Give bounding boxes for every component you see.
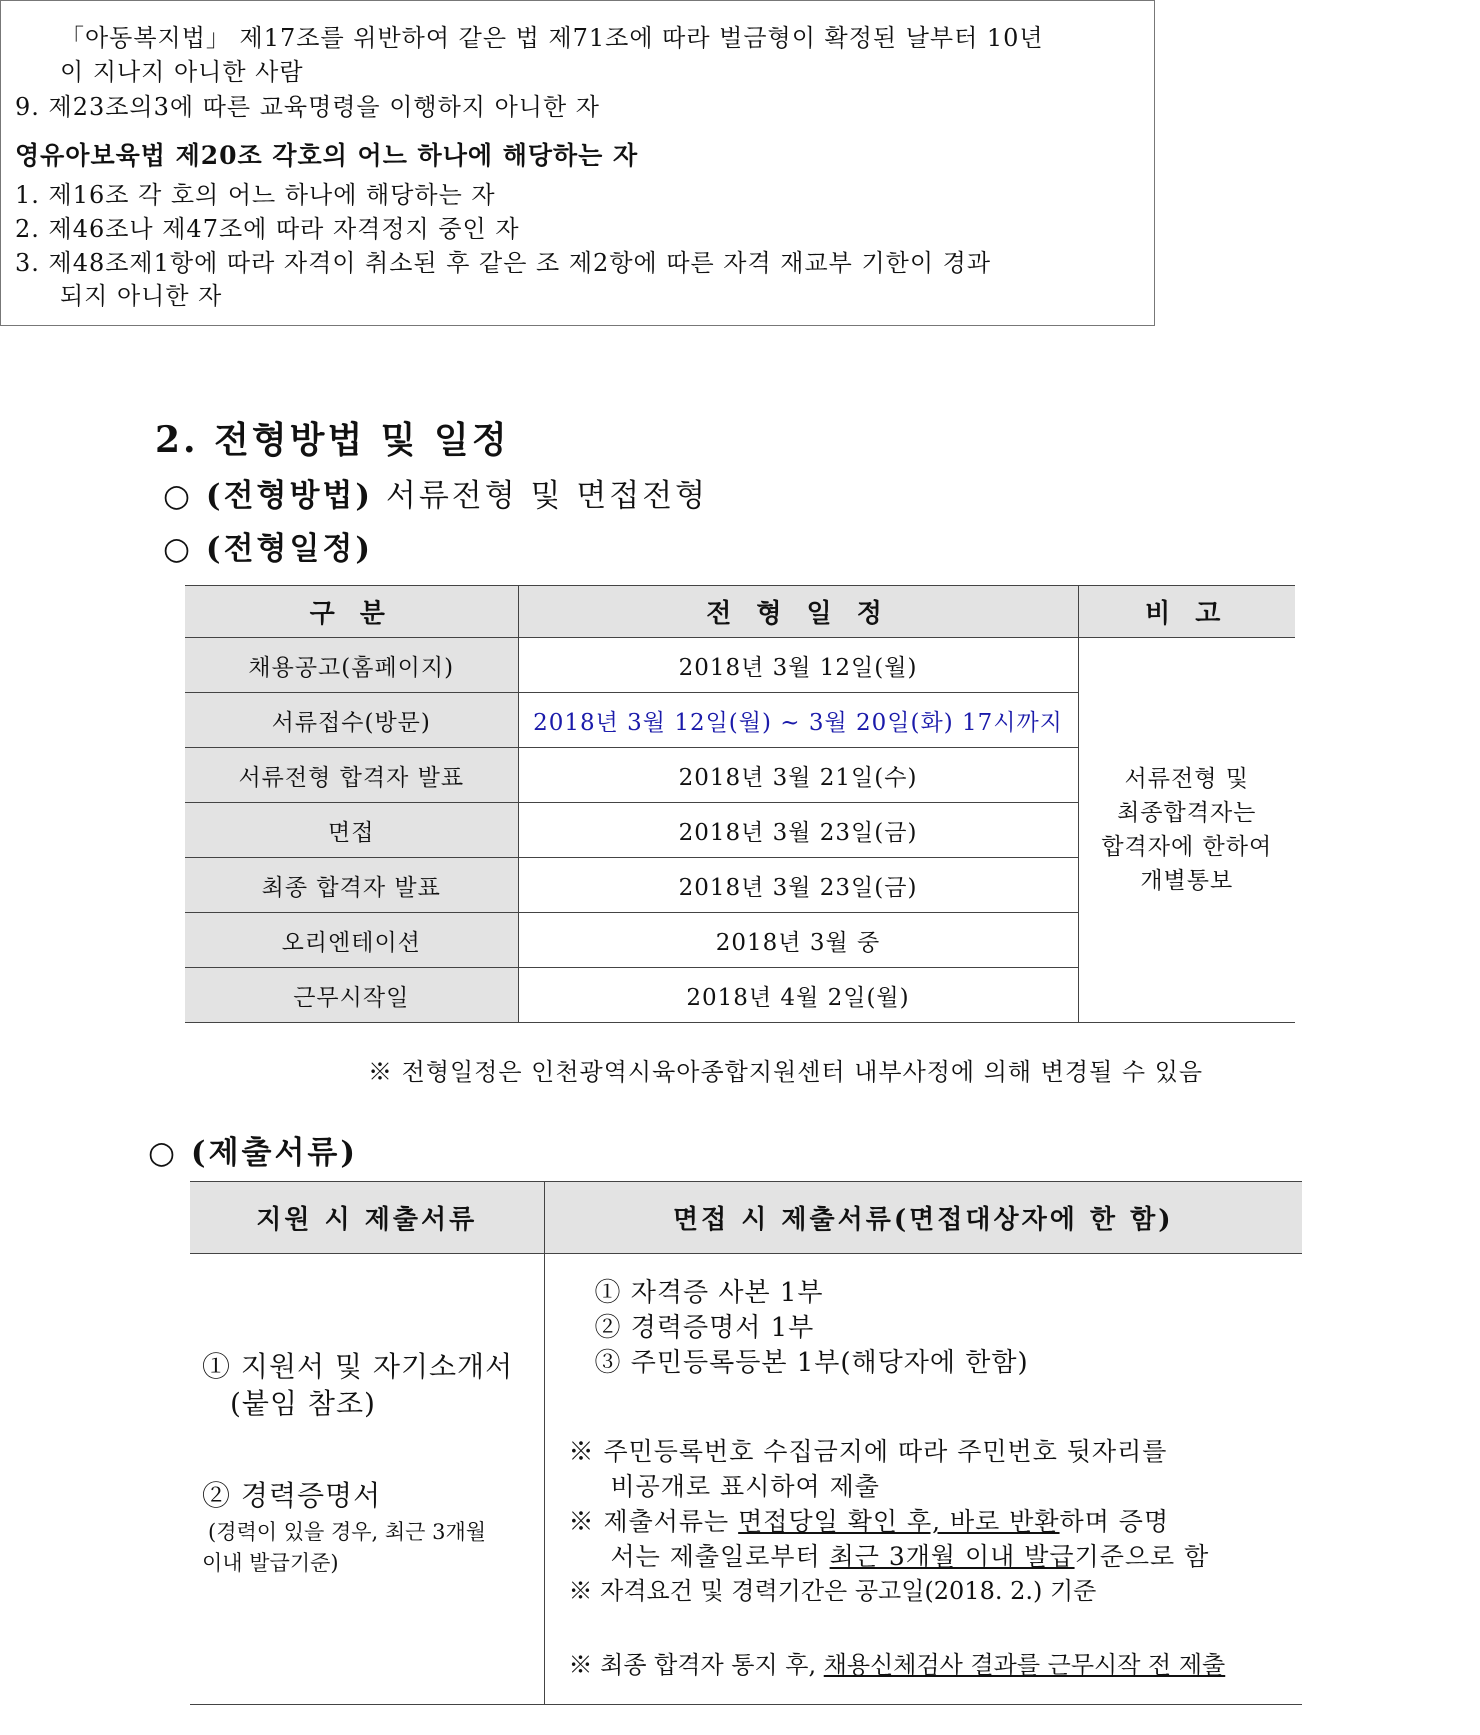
method-text: 서류전형 및 면접전형 xyxy=(385,478,709,514)
interview-note-2b xyxy=(611,1537,1210,1573)
row-date: 2018년 3월 12일(월) xyxy=(518,638,1078,693)
note-4-underline: 채용신체검사 결과를 근무시작 전 제출 xyxy=(823,1651,1226,1679)
box-item-3: 3. 제48조제1항에 따라 자격이 취소된 후 같은 조 제2항에 따른 자격 재교부 기한이 경과 xyxy=(15,249,992,277)
row-date: 2018년 3월 23일(금) xyxy=(518,803,1078,858)
remarks-line: 개별통보 xyxy=(1140,868,1234,894)
table-row xyxy=(185,638,1295,693)
row-date-highlight: 2018년 3월 12일(월) ~ 3월 20일(화) 17시까지 xyxy=(518,693,1078,748)
apply-item-2: ② 경력증명서 xyxy=(202,1479,382,1512)
apply-item-1: ① 지원서 및 자기소개서 xyxy=(202,1350,514,1383)
header-interview-docs: 면접 시 제출서류(면접대상자에 한 함) xyxy=(544,1182,1302,1254)
interview-note-3: ※ 자격요건 및 경력기간은 공고일(2018. 2.) 기준 xyxy=(568,1577,1097,1605)
apply-docs-cell xyxy=(190,1254,544,1705)
interview-note-1b: 비공개로 표시하여 제출 xyxy=(610,1472,880,1501)
note-2b-underline: 최근 3개월 이내 발급 xyxy=(829,1542,1075,1571)
note-2a-underline: 면접당일 확인 후, 바로 반환 xyxy=(738,1507,1060,1536)
schedule-footnote: ※ 전형일정은 인천광역시육아종합지원센터 내부사정에 의해 변경될 수 있음 xyxy=(368,1058,1204,1086)
interview-item-3: ③ 주민등록등본 1부(해당자에 한함) xyxy=(594,1348,1029,1378)
header-remarks: 비 고 xyxy=(1078,586,1295,638)
documents-bullet: ○ xyxy=(148,1135,179,1171)
interview-note-2a xyxy=(569,1502,1170,1538)
remarks-line: 합격자에 한하여 xyxy=(1101,834,1273,860)
method-label: (전형방법) xyxy=(205,478,374,514)
note-2a-post: 하며 증명 xyxy=(1059,1507,1170,1536)
method-bullet: ○ xyxy=(163,478,194,514)
box-line-3: 9. 제23조의3에 따른 교육명령을 이행하지 아니한 자 xyxy=(15,93,600,121)
remarks-line: 서류전형 및 xyxy=(1124,766,1249,792)
method-line xyxy=(163,470,708,515)
note-2b-pre: 서는 제출일로부터 xyxy=(610,1542,830,1571)
apply-item-2-sub-2: 이내 발급기준) xyxy=(202,1551,339,1575)
row-category: 채용공고(홈페이지) xyxy=(185,638,518,693)
interview-docs-cell xyxy=(544,1254,1302,1705)
schedule-line xyxy=(163,523,373,568)
header-category: 구 분 xyxy=(185,586,518,638)
apply-item-1-sub: (붙임 참조) xyxy=(230,1387,376,1420)
schedule-table xyxy=(185,585,1295,1023)
row-category: 최종 합격자 발표 xyxy=(185,858,518,913)
header-schedule: 전 형 일 정 xyxy=(518,586,1078,638)
row-category: 오리엔테이션 xyxy=(185,913,518,968)
remarks-line: 최종합격자는 xyxy=(1117,800,1257,826)
schedule-bullet: ○ xyxy=(163,531,194,567)
documents-label: (제출서류) xyxy=(190,1135,359,1171)
box-item-3-cont: 되지 아니한 자 xyxy=(60,282,223,310)
row-category: 서류전형 합격자 발표 xyxy=(185,748,518,803)
documents-header-row xyxy=(190,1182,1302,1254)
interview-item-1: ① 자격증 사본 1부 xyxy=(594,1278,824,1308)
schedule-header-row xyxy=(185,586,1295,638)
row-date: 2018년 3월 21일(수) xyxy=(518,748,1078,803)
eligibility-box xyxy=(0,0,1155,326)
interview-item-2: ② 경력증명서 1부 xyxy=(594,1313,815,1343)
schedule-label: (전형일정) xyxy=(205,531,374,567)
note-2b-post: 기준으로 함 xyxy=(1074,1542,1210,1571)
box-item-1: 1. 제16조 각 호의 어느 하나에 해당하는 자 xyxy=(15,181,496,209)
documents-body-row xyxy=(190,1254,1302,1705)
box-heading: 영유아보육법 제20조 각호의 어느 하나에 해당하는 자 xyxy=(15,141,639,170)
row-category: 면접 xyxy=(185,803,518,858)
row-date: 2018년 3월 23일(금) xyxy=(518,858,1078,913)
documents-table xyxy=(190,1181,1302,1705)
row-date: 2018년 4월 2일(월) xyxy=(518,968,1078,1023)
interview-note-4 xyxy=(569,1645,1226,1680)
apply-item-2-sub-1: (경력이 있을 경우, 최근 3개월 xyxy=(208,1520,487,1544)
box-line-1: 「아동복지법」 제17조를 위반하여 같은 법 제71조에 따라 벌금형이 확정된 날부터 10년 xyxy=(60,24,1044,52)
section-title: 2. 전형방법 및 일정 xyxy=(155,419,510,461)
header-apply-docs: 지원 시 제출서류 xyxy=(190,1182,544,1254)
row-category: 서류접수(방문) xyxy=(185,693,518,748)
row-date: 2018년 3월 중 xyxy=(518,913,1078,968)
box-item-2: 2. 제46조나 제47조에 따라 자격정지 중인 자 xyxy=(15,215,520,243)
note-4-pre: ※ 최종 합격자 통지 후, xyxy=(568,1651,824,1679)
row-category: 근무시작일 xyxy=(185,968,518,1023)
box-line-2: 이 지나지 아니한 사람 xyxy=(60,58,304,86)
note-2a-pre: ※ 제출서류는 xyxy=(568,1507,739,1536)
documents-line xyxy=(148,1127,358,1172)
interview-note-1a: ※ 주민등록번호 수집금지에 따라 주민번호 뒷자리를 xyxy=(568,1437,1168,1466)
remarks-cell xyxy=(1078,638,1295,1023)
